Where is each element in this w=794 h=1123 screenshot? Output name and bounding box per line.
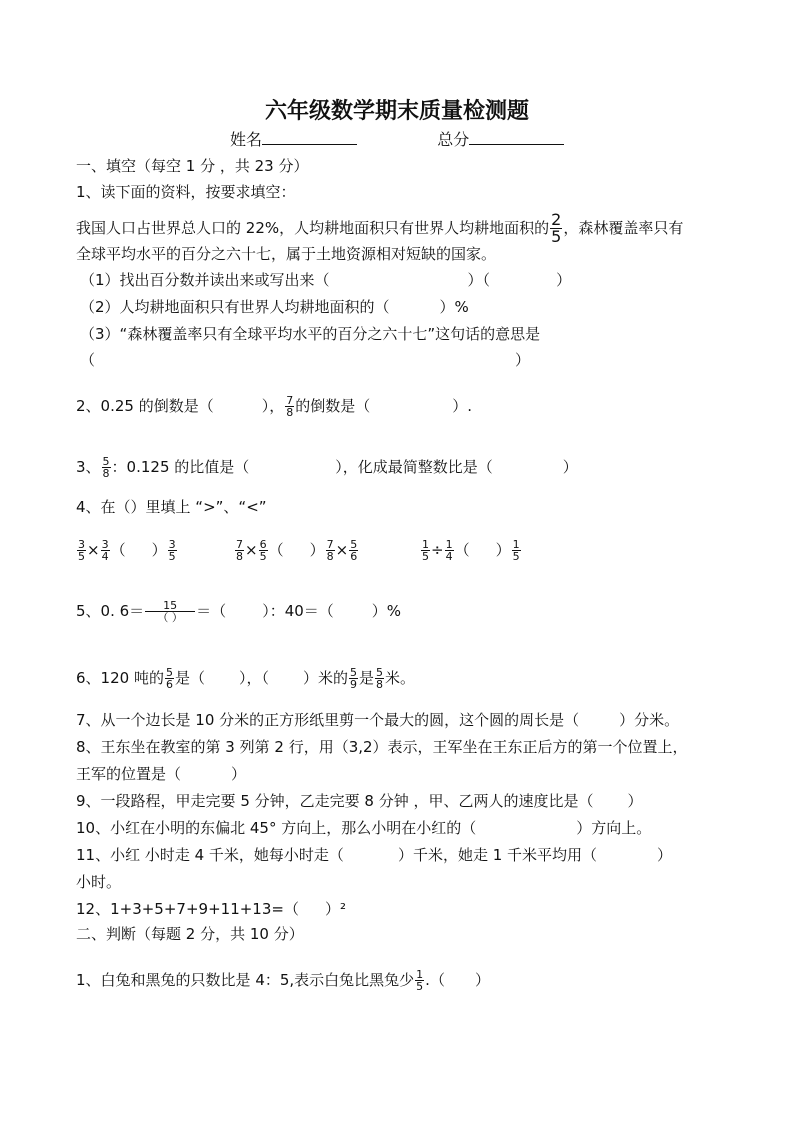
frac-denominator: 5 [422,550,429,563]
q4-e3-f2 [445,539,454,562]
q4-e1-f3 [168,539,177,562]
q4-e2-open: （ [268,541,284,559]
q8-line2 [76,764,246,784]
frac-denominator: 5 [512,550,520,563]
q2-fraction [285,395,294,418]
q4-e1-f2 [101,539,110,562]
frac-denominator: 5 [78,550,85,563]
q4-e2-f4 [349,539,358,562]
frac-numerator: 1 [422,538,429,551]
q10-text-a: 10、小红在小明的东偏北 45° 方向上，那么小明在小红的（ [76,819,477,837]
q1-sub3-answer [80,350,530,370]
q4-e2-f3 [326,539,335,562]
frac-numerator: 7 [236,538,243,551]
q6 [76,667,415,690]
frac-denominator: 8 [236,550,243,563]
frac-numerator: 7 [326,538,334,551]
frac-numerator: 3 [101,538,109,551]
q10-text-b: ）方向上。 [576,819,652,837]
s2-q1-text-c: ） [474,971,490,989]
frac-denominator: 4 [445,550,453,563]
q7-text-b: ）分米。 [619,711,680,729]
q5 [76,600,401,623]
q4-e3-f1 [421,539,430,562]
frac-denominator: 4 [101,550,109,563]
name-line [230,128,564,150]
q2 [76,395,472,418]
page-title: 六年级数学期末质量检测题 [264,98,529,124]
frac-denominator: 8 [326,550,334,563]
q10 [76,818,651,838]
q9-text-a: 9、一段路程，甲走完要 5 分钟，乙走完要 8 分钟 ，甲、乙两人的速度比是（ [76,792,594,810]
q3-text-b: ），化成最简整数比是（ [335,458,493,476]
q7-text-a: 7、从一个边长是 10 分米的正方形纸里剪一个最大的圆，这个圆的周长是（ [76,711,580,729]
frac-numerator: 3 [168,538,176,551]
q7 [76,710,679,730]
q6-text-c: ），（ [238,669,269,687]
q2-text-c: 的倒数是（ [295,397,371,415]
q3 [76,456,578,479]
q6-text-e: 是 [359,669,375,687]
q6-f1 [165,667,174,690]
frac-numerator: 1 [512,538,520,551]
q11-text-a: 11、小红 小时走 4 千米，她每小时走（ [76,846,344,864]
q4-expr-3 [420,539,522,562]
q3-text-a: ：0.125 的比值是（ [111,458,250,476]
q1-intro: 1、读下面的资料，按要求填空： [76,183,296,201]
frac-numerator: 3 [78,538,85,551]
q5-text-d: ）% [371,602,402,620]
frac-denominator: （ ） [157,611,183,624]
q1-passage-text-a: 我国人口占世界总人口的 22%，人均耕地面积只有世界人均耕地面积的 [76,219,550,237]
section-2-heading: 二、判断（每题 2 分，共 10 分） [76,925,304,943]
q4-e1-f1 [77,539,86,562]
q9 [76,791,643,811]
frac-numerator: 5 [350,666,357,679]
q6-f2 [349,667,358,690]
frac-numerator: 6 [259,538,267,551]
q4-expr-1 [76,539,178,562]
q3-text-c: ） [562,458,578,476]
name-label: 姓名 [230,130,263,149]
s2-q1-text-a: 1、白兔和黑兔的只数比是 4：5,表示白兔比黑兔少 [76,971,415,989]
q1-sub2-text: （2）人均耕地面积只有世界人均耕地面积的（ [80,298,390,316]
q5-text-a: 5、0. 6＝ [76,602,145,620]
q9-text-b: ） [627,792,643,810]
q12-text-b: ）² [324,900,346,918]
q11-text-b: ）千米，她走 1 千米平均用（ [397,846,598,864]
q1-sub2 [80,297,469,317]
q6-text-b: 是（ [174,669,205,687]
q1-sub3: （3）“森林覆盖率只有全球平均水平的百分之六十七”这句话的意思是 [80,325,541,343]
name-blank[interactable] [262,128,357,145]
frac-denominator: 8 [102,467,110,480]
s2-q1-text-b: .（ [425,971,445,989]
q11-line2: 小时。 [76,873,122,891]
frac-denominator: 8 [286,406,294,419]
q8-text-b: ） [231,765,247,783]
q4-e2-f2 [259,539,268,562]
frac-numerator: 5 [165,666,173,679]
frac-denominator: 6 [165,678,173,691]
q4-e2-close: ） [309,541,325,559]
frac-numerator: 5 [350,538,358,551]
q4-e1-close: ） [151,541,167,559]
q11-line1 [76,845,672,865]
frac-numerator: 5 [102,455,110,468]
q8-line1: 8、王东坐在教室的第 3 列第 2 行，用（3,2）表示，王军坐在王东正后方的第一个位置上， [76,738,688,756]
q6-text-a: 6、120 吨的 [76,669,164,687]
q5-text-c: ）：40＝（ [262,602,334,620]
frac-denominator: 5 [259,550,267,563]
frac-numerator: 15 [145,600,195,612]
frac-numerator: 2 [551,210,562,229]
frac-denominator: 5 [416,980,424,993]
s2-q1 [76,969,490,992]
score-label: 总分 [437,130,470,149]
q1-sub1-end: ） [556,271,572,289]
q4-e1-open: （ [110,541,126,559]
q2-text-d: ）. [452,397,473,415]
q5-fraction [145,600,195,623]
frac-denominator: 5 [551,227,562,246]
q11-text-c: ） [657,846,673,864]
q5-text-b: ＝（ [196,602,227,620]
frac-numerator: 1 [445,538,453,551]
q4-e2-op: × [245,541,258,559]
q1-passage-text-b: ，森林覆盖率只有 [563,219,684,237]
q1-sub1-text: （1）找出百分数并读出来或写出来（ [80,271,330,289]
q8-text-a: 王军的位置是（ [76,765,182,783]
q1-sub2-end: ）% [439,298,469,316]
q4-expr-2 [234,539,359,562]
q1-sub3-open: （ [80,351,96,369]
q6-text-d: ）米的 [302,669,348,687]
q1-fraction [550,212,562,245]
frac-numerator: 7 [286,394,294,407]
q3-num: 3、 [76,458,101,476]
q12-text-a: 12、1+3+5+7+9+11+13=（ [76,900,299,918]
score-blank[interactable] [469,128,564,145]
q3-fraction [102,456,111,479]
frac-denominator: 9 [350,678,357,691]
q6-f3 [375,667,384,690]
frac-numerator: 1 [416,968,424,981]
q1-sub1 [80,270,571,290]
q4-e3-close: ） [495,541,511,559]
q4-e2-op2: × [335,541,349,559]
q1-passage-line1 [76,212,683,245]
q2-text-a: 2、0.25 的倒数是（ [76,397,214,415]
q4-e3-open: （ [454,541,470,559]
q1-sub3-close: ） [515,351,531,369]
q4-e2-f1 [235,539,244,562]
q1-passage-line2: 全球平均水平的百分之六十七，属于土地资源相对短缺的国家。 [76,245,497,263]
q4-e3-f3 [512,539,521,562]
s2-q1-fraction [415,969,424,992]
frac-denominator: 5 [168,550,176,563]
q4-label: 4、在（）里填上 “>”、“<” [76,498,267,516]
frac-numerator: 5 [376,666,384,679]
frac-denominator: 8 [376,678,384,691]
q6-text-g: 米。 [385,669,416,687]
section-1-heading: 一、填空（每空 1 分 ，共 23 分） [76,157,309,175]
q4-e1-op: × [87,541,100,559]
frac-denominator: 6 [350,550,358,563]
q2-text-b: ）， [261,397,285,415]
q4-e3-op: ÷ [431,541,444,559]
q12 [76,899,346,919]
q1-sub1-mid: ）（ [467,271,491,289]
